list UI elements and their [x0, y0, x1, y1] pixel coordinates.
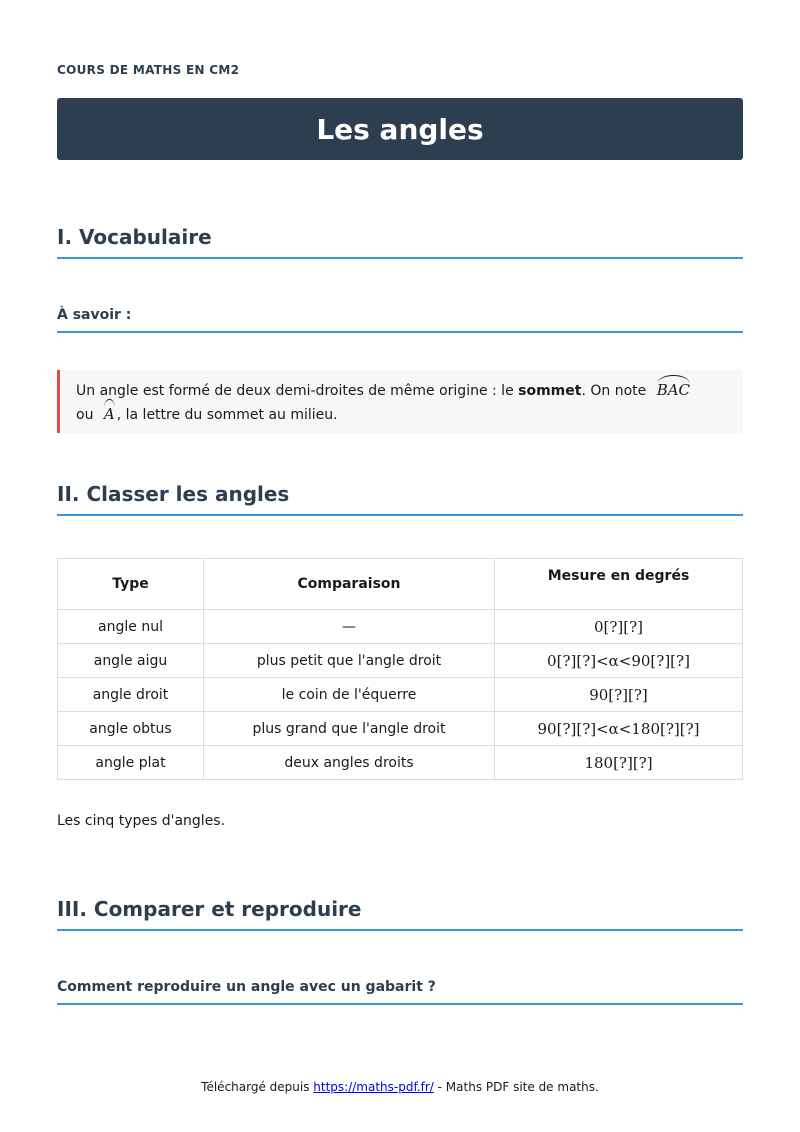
definition-callout [57, 370, 743, 433]
footer-prefix: Téléchargé depuis [201, 1080, 314, 1094]
section-title-comparer: III. Comparer et reproduire [57, 897, 743, 931]
table-row [58, 678, 743, 712]
table-cell-type: angle obtus [58, 712, 204, 746]
subsection-title-a-savoir: À savoir : [57, 307, 743, 333]
title-banner [57, 98, 743, 160]
table-cell-comparaison: — [204, 610, 495, 644]
subsection-title-gabarit: Comment reproduire un angle avec un gabarit ? [57, 979, 743, 1005]
table-cell-mesure: 90[?][?]<α<180[?][?] [495, 712, 743, 746]
table-cell-mesure: 0[?][?] [495, 610, 743, 644]
table-row [58, 644, 743, 678]
callout-text-or: ou [76, 407, 98, 423]
table-row [58, 746, 743, 780]
angle-types-table [57, 558, 743, 780]
table-row [58, 610, 743, 644]
page-title: Les angles [316, 112, 484, 146]
section-title-classer: II. Classer les angles [57, 482, 743, 516]
table-cell-mesure: 0[?][?]<α<90[?][?] [495, 644, 743, 678]
callout-text-before: Un angle est formé de deux demi-droites de même origine : le [76, 383, 519, 399]
angle-notation-bac: BAC [657, 378, 690, 401]
table-cell-comparaison: le coin de l'équerre [204, 678, 495, 712]
section-title-vocabulaire: I. Vocabulaire [57, 225, 743, 259]
callout-text-mid: . On note [581, 383, 651, 399]
course-label: COURS DE MATHS EN CM2 [57, 63, 240, 77]
footer-link[interactable]: https://maths-pdf.fr/ [313, 1080, 434, 1094]
angle-notation-a: A [104, 402, 115, 425]
table-cell-mesure: 90[?][?] [495, 678, 743, 712]
table-header-mesure: Mesure en degrés [495, 559, 743, 610]
footer-suffix: - Maths PDF site de maths. [433, 1080, 599, 1094]
table-row [58, 712, 743, 746]
callout-text-after: , la lettre du sommet au milieu. [116, 407, 338, 423]
table-caption: Les cinq types d'angles. [57, 813, 226, 829]
table-header-comparaison: Comparaison [204, 559, 495, 610]
table-header-type: Type [58, 559, 204, 610]
table-cell-comparaison: deux angles droits [204, 746, 495, 780]
table-cell-comparaison: plus petit que l'angle droit [204, 644, 495, 678]
table-cell-type: angle droit [58, 678, 204, 712]
table-header-row [58, 559, 743, 610]
table-cell-type: angle nul [58, 610, 204, 644]
table-cell-mesure: 180[?][?] [495, 746, 743, 780]
table-cell-comparaison: plus grand que l'angle droit [204, 712, 495, 746]
page-footer [0, 1080, 800, 1094]
callout-bold-sommet: sommet [518, 383, 582, 399]
table-cell-type: angle aigu [58, 644, 204, 678]
table-cell-type: angle plat [58, 746, 204, 780]
